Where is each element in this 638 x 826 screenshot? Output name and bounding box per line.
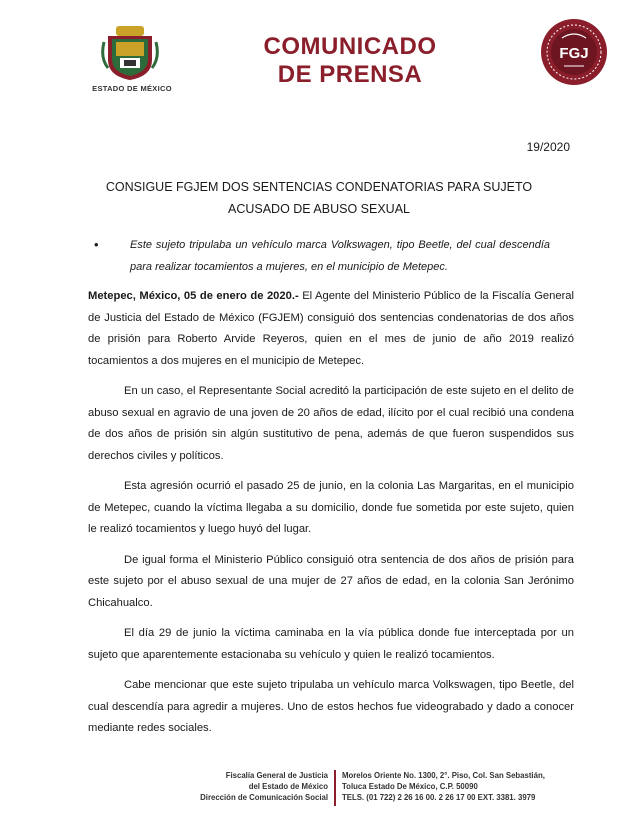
title-line-1: COMUNICADO bbox=[263, 33, 437, 60]
paragraph-4: De igual forma el Ministerio Público consiguió otra sentencia de dos años de prisión para este sujeto por el abuso sexual de una mujer de 27 años de edad, en la colonia San Jerónimo Chicahualco. bbox=[88, 553, 574, 609]
summary-bullet-text: Este sujeto tripulaba un vehículo marca Volkswagen, tipo Beetle, del cual descendía para realizar tocamientos a mujeres, en el municipio de Metepec. bbox=[130, 239, 550, 273]
paragraph-1-text: El Agente del Ministerio Público de la Fiscalía General de Justicia del Estado de México (FGJEM) consiguió dos sentencias condenatorias de dos años de prisión para Roberto Arvide Reyeros, quien en el mes de junio de año 2019 realizó tocamientos a dos mujeres en el municipio de Metepec. bbox=[88, 290, 574, 367]
footer-city-line: Toluca Estado De México, C.P. 50090 bbox=[342, 782, 478, 791]
state-label: ESTADO DE MÉXICO bbox=[92, 84, 172, 93]
footer-institution-line-2: del Estado de México bbox=[248, 782, 328, 791]
footer-institution-line-1: Fiscalía General de Justicia bbox=[225, 771, 328, 780]
footer-phone-line: TELS. (01 722) 2 26 16 00. 2 26 17 00 EXT. 3381. 3979 bbox=[342, 793, 536, 802]
footer-institution-line-3: Dirección de Comunicación Social bbox=[200, 793, 328, 802]
paragraph-1 bbox=[88, 286, 574, 372]
summary-bullet bbox=[88, 234, 550, 278]
footer-address-line: Morelos Oriente No. 1300, 2°. Piso, Col. San Sebastián, bbox=[342, 771, 545, 780]
fgj-seal-icon bbox=[540, 18, 608, 86]
article-body bbox=[88, 286, 574, 749]
bullet-dot-icon: • bbox=[94, 237, 99, 252]
footer-contact bbox=[342, 770, 545, 803]
press-release-title bbox=[200, 33, 500, 89]
dateline: Metepec, México, 05 de enero de 2020.- bbox=[88, 290, 299, 302]
fgj-seal-label: FGJ bbox=[559, 45, 589, 62]
paragraph-6: Cabe mencionar que este sujeto tripulaba un vehículo marca Volkswagen, tipo Beetle, del cual descendía para agredir a mujeres. Uno de estos hechos fue videograbado y dado a conocer mediante redes sociales. bbox=[88, 679, 574, 734]
paragraph-3: Esta agresión ocurrió el pasado 25 de junio, en la colonia Las Margaritas, en el municipio de Metepec, cuando la víctima llegaba a su domicilio, donde fue sometida por este sujeto, quien le realizó tocamientos y luego huyó del lugar. bbox=[88, 480, 574, 535]
headline: CONSIGUE FGJEM DOS SENTENCIAS CONDENATORIAS PARA SUJETO ACUSADO DE ABUSO SEXUAL bbox=[105, 180, 533, 216]
estado-de-mexico-seal-icon bbox=[98, 22, 162, 82]
footer-divider bbox=[334, 770, 336, 806]
paragraph-2: En un caso, el Representante Social acreditó la participación de este sujeto en el delito de abuso sexual en agravio de una joven de 20 años de edad, ilícito por el cual recibió una condena de dos años de prisión sin algún sustitutivo de pena, además de que fueron suspendidos sus derechos civiles y políticos. bbox=[88, 385, 574, 462]
paragraph-5: El día 29 de junio la víctima caminaba en la vía pública donde fue interceptada por un sujeto que aparentemente estacionaba su vehículo y quien le realizó tocamientos. bbox=[88, 627, 574, 661]
page-footer bbox=[0, 762, 638, 812]
page-header bbox=[0, 0, 638, 110]
footer-institution bbox=[200, 770, 328, 803]
title-line-2: DE PRENSA bbox=[277, 61, 423, 88]
release-number: 19/2020 bbox=[526, 140, 570, 154]
summary-bullet-list bbox=[88, 234, 550, 278]
